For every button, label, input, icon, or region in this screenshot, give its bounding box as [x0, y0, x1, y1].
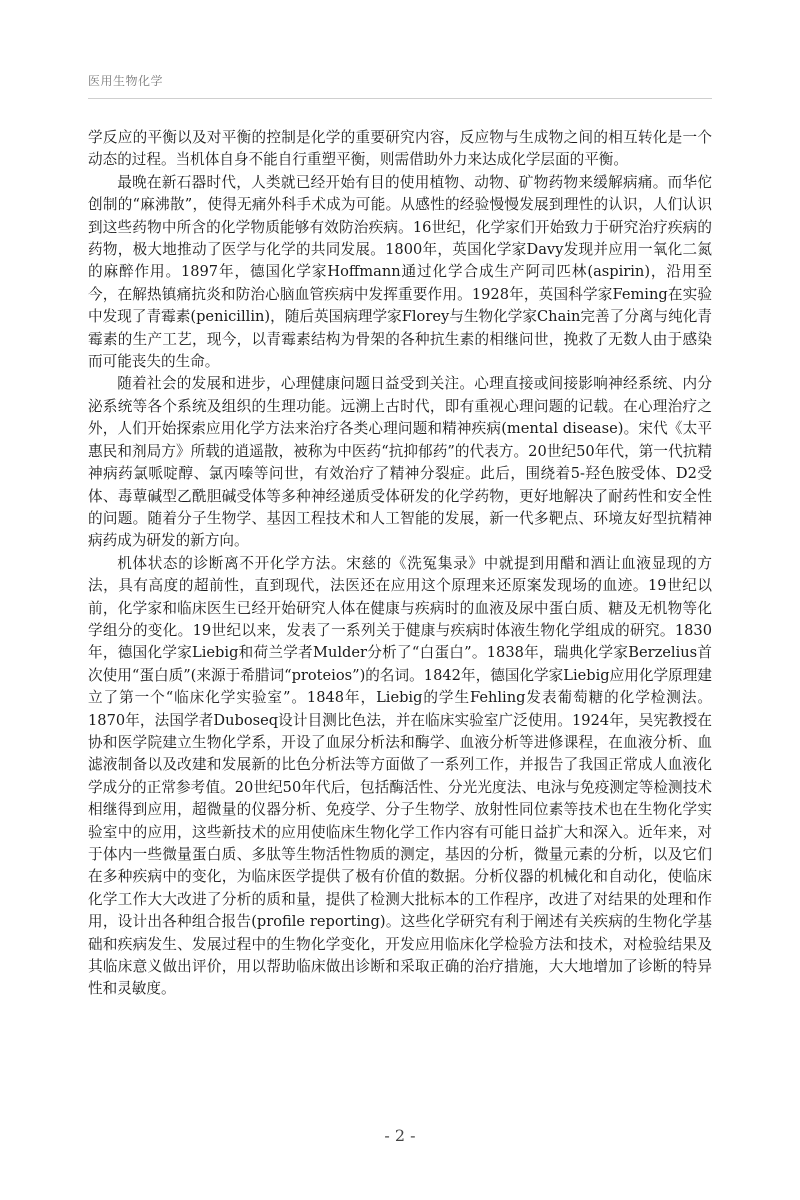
paragraph-continued: 学反应的平衡以及对平衡的控制是化学的重要研究内容，反应物与生成物之间的相互转化是一个动态的过程。当机体自身不能自行重塑平衡，则需借助外力来达成化学层面的平衡。 — [88, 129, 712, 169]
page-number: - 2 - — [384, 1126, 416, 1145]
paragraph-clinical-diagnosis: 机体状态的诊断离不开化学方法。宋慈的《洗冤集录》中就提到用醋和酒让血液显现的方法，具有高度的超前性，直到现代，法医还在应用这个原理来还原案发现场的血迹。19世纪以前，化学家和临床医生已经开始研究人体在健康与疾病时的血液及尿中蛋白质、糖及无机物等化学组分的变化。19世纪以来，发表了一系列关于健康与疾病时体液生物化学组成的研究。1830年，德国化学家Liebig和荷兰学者Mulder分析了“白蛋白”。1838年，瑞典化学家Berzelius首次使用“蛋白质”(来源于希腊词“proteios”)的名词。1842年，德国化学家Liebig应用化学原理建立了第一个“临床化学实验室”。1848年，Liebig的学生Fehling发表葡萄糖的化学检测法。1870年，法国学者Duboseq设计目测比色法，并在临床实验室广泛使用。1924年，吴宪教授在协和医学院建立生物化学系，开设了血尿分析法和酶学、血液分析等进修课程，在血液分析、血滤液制备以及改建和发展新的比色分析法等方面做了一系列工作，并报告了我国正常成人血液化学成分的正常参考值。20世纪50年代后，包括酶活性、分光光度法、电泳与免疫测定等检测技术相继得到应用，超微量的仪器分析、免疫学、分子生物学、放射性同位素等技术也在生物化学实验室中的应用，这些新技术的应用使临床生物化学工作内容有可能日益扩大和深入。近年来，对于体内一些微量蛋白质、多肽等生物活性物质的测定，基因的分析，微量元素的分析，以及它们在多种疾病中的变化，为临床医学提供了极有价值的数据。分析仪器的机械化和自动化，使临床化学工作大大改进了分析的质和量，提供了检测大批标本的工作程序，改进了对结果的处理和作用，设计出各种组合报告(profile reporting)。这些化学研究有利于阐述有关疾病的生物化学基础和疾病发生、发展过程中的生物化学变化，开发应用临床化学检验方法和技术，对检验结果及其临床意义做出评价，用以帮助临床做出诊断和采取正确的治疗措施，大大地增加了诊断的特异性和灵敏度。 — [88, 554, 712, 998]
running-header: 医用生物化学 — [88, 74, 164, 88]
header-divider — [88, 98, 712, 99]
paragraph-mental-health: 随着社会的发展和进步，心理健康问题日益受到关注。心理直接或间接影响神经系统、内分泌系统等各个系统及组织的生理功能。远溯上古时代，即有重视心理问题的记载。在心理治疗之外，人们开始探索应用化学方法来治疗各类心理问题和精神疾病(mental disease)。宋代《太平惠民和剂局方》所载的逍遥散，被称为中医药“抗抑郁药”的代表方。20世纪50年代，第一代抗精神病药氯哌啶醇、氯丙嗪等问世，有效治疗了精神分裂症。此后，围绕着5-羟色胺受体、D2受体、毒蕈碱型乙酰胆碱受体等多种神经递质受体研发的化学药物，更好地解决了耐药性和安全性的问题。随着分子生物学、基因工程技术和人工智能的发展，新一代多靶点、环境友好型抗精神病药成为研发的新方向。 — [88, 375, 712, 550]
page-body — [88, 127, 712, 1001]
paragraph-drug-history: 最晚在新石器时代，人类就已经开始有目的使用植物、动物、矿物药物来缓解病痛。而华佗创制的“麻沸散”，使得无痛外科手术成为可能。从感性的经验慢慢发展到理性的认识，人们认识到这些药物中所含的化学物质能够有效防治疾病。16世纪，化学家们开始致力于研究治疗疾病的药物，极大地推动了医学与化学的共同发展。1800年，英国化学家Davy发现并应用一氧化二氮的麻醉作用。1897年，德国化学家Hoffmann通过化学合成生产阿司匹林(aspirin)，沿用至今，在解热镇痛抗炎和防治心脑血管疾病中发挥重要作用。1928年，英国科学家Feming在实验中发现了青霉素(penicillin)，随后英国病理学家Florey与生物化学家Chain完善了分离与纯化青霉素的生产工艺，现今，以青霉素结构为骨架的各种抗生素的相继问世，挽救了无数人由于感染而可能丧失的生命。 — [88, 173, 712, 371]
